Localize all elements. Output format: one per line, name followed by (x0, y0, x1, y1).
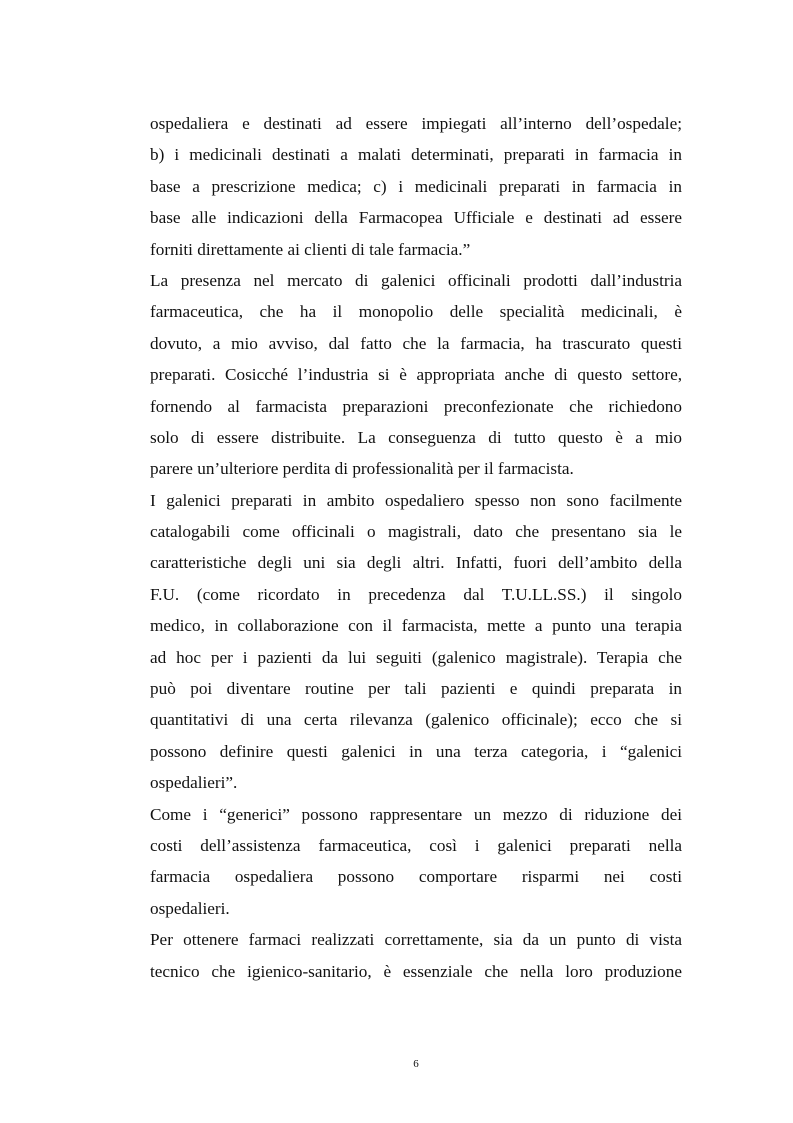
text-line: costi dell’assistenza farmaceutica, così i galenici preparati nella (150, 835, 682, 855)
text-line: solo di essere distribuite. La conseguenza di tutto questo è a mio (150, 427, 682, 447)
text-line: ad hoc per i pazienti da lui seguiti (galenico magistrale). Terapia che (150, 647, 682, 667)
text-line: catalogabili come officinali o magistrali, dato che presentano sia le (150, 522, 682, 542)
text-line: Per ottenere farmaci realizzati correttamente, sia da un punto di vista (150, 930, 682, 950)
text-line: Come i “generici” possono rappresentare un mezzo di riduzione dei (150, 804, 682, 824)
text-line: quantitativi di una certa rilevanza (galenico officinale); ecco che si (150, 710, 682, 730)
text-line: ospedaliera e destinati ad essere impiegati all’interno dell’ospedale; (150, 114, 682, 133)
page-number: 6 (413, 1058, 419, 1070)
text-line: farmaceutica, che ha il monopolio delle specialità medicinali, è (150, 302, 682, 322)
text-line: tecnico che igienico-sanitario, è essenziale che nella loro produzione (150, 961, 682, 981)
text-line: F.U. (come ricordato in precedenza dal T.U.LL.SS.) il singolo (150, 584, 682, 604)
text-line: fornendo al farmacista preparazioni preconfezionate che richiedono (150, 396, 682, 416)
text-line: b) i medicinali destinati a malati determinati, preparati in farmacia in (150, 145, 682, 165)
text-line: dovuto, a mio avviso, dal fatto che la farmacia, ha trascurato questi (150, 333, 682, 353)
text-line: farmacia ospedaliera possono comportare risparmi nei costi (150, 867, 682, 887)
body-text (150, 108, 682, 987)
text-line: può poi diventare routine per tali pazienti e quindi preparata in (150, 679, 682, 699)
text-line: caratteristiche degli uni sia degli altri. Infatti, fuori dell’ambito della (150, 553, 682, 573)
text-line: ospedalieri”. (150, 773, 238, 793)
text-line: forniti direttamente ai clienti di tale farmacia.” (150, 239, 471, 259)
text-line: possono definire questi galenici in una terza categoria, i “galenici (150, 741, 682, 761)
text-line: La presenza nel mercato di galenici officinali prodotti dall’industria (150, 270, 682, 290)
text-line: I galenici preparati in ambito ospedaliero spesso non sono facilmente (150, 490, 682, 510)
text-line: preparati. Cosicché l’industria si è appropriata anche di questo settore, (150, 365, 682, 385)
text-line: base alle indicazioni della Farmacopea Ufficiale e destinati ad essere (150, 208, 682, 228)
text-line: ospedalieri. (150, 898, 230, 918)
text-line: base a prescrizione medica; c) i medicinali preparati in farmacia in (150, 176, 682, 196)
text-line: parere un’ulteriore perdita di professionalità per il farmacista. (150, 459, 574, 479)
text-line: medico, in collaborazione con il farmacista, mette a punto una terapia (150, 616, 682, 636)
